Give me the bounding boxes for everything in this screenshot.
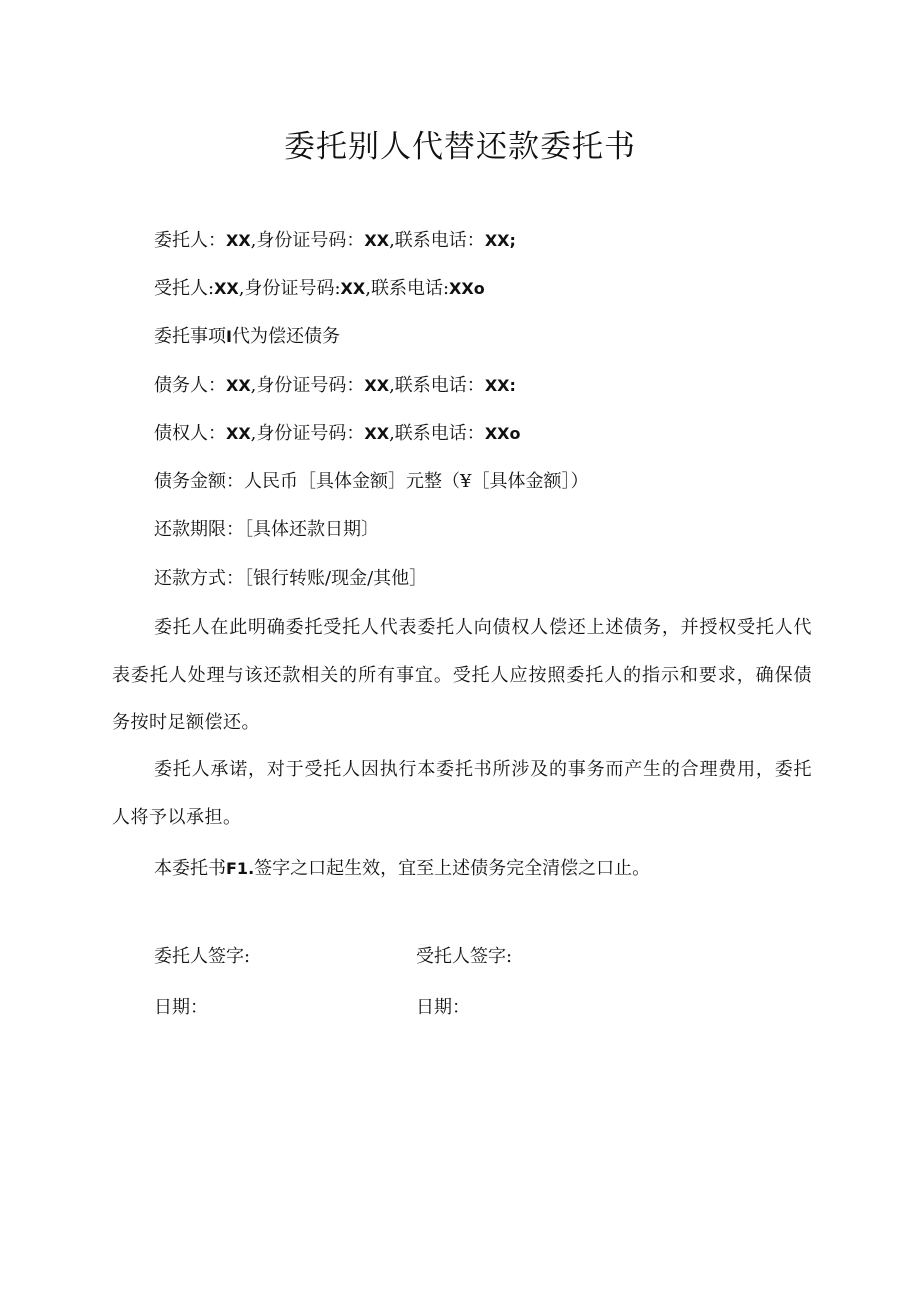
effective-mark: F1. [226, 859, 255, 878]
debtor-phone: XX: [484, 376, 516, 395]
debtor-name: XX [226, 376, 251, 395]
debtor-id: XX [364, 376, 390, 395]
method-line: 还款方式：［银行转账/现金/其他］ [154, 568, 428, 589]
creditor-name: XX [226, 424, 251, 443]
debtor-phone-label: ,联系电话： [389, 375, 485, 396]
agent-id: XX [340, 279, 366, 298]
effective-prefix: 本委托书 [154, 858, 226, 879]
agent-phone-label: ,联系电话: [365, 278, 450, 299]
debtor-line [154, 373, 516, 399]
matter-value: 代为偿还债务 [231, 326, 340, 347]
principal-label: 委托人： [154, 230, 226, 251]
effective-line [154, 856, 650, 882]
debtor-id-label: ,身份证号码： [250, 375, 365, 396]
creditor-id: XX [364, 424, 390, 443]
principal-name: XX [226, 231, 251, 250]
matter-separator: I [226, 327, 232, 346]
agent-id-label: ,身份证号码: [238, 278, 341, 299]
matter-line [154, 324, 340, 350]
creditor-phone-label: ,联系电话： [389, 423, 485, 444]
principal-line [154, 228, 516, 254]
agent-line [154, 276, 485, 302]
principal-phone: XX; [484, 231, 516, 250]
creditor-line [154, 421, 520, 447]
document-title: 委托别人代替还款委托书 [284, 129, 636, 165]
effective-suffix: 签字之口起生效，宜至上述债务完全清偿之口止。 [254, 858, 651, 879]
principal-id-label: ,身份证号码： [250, 230, 365, 251]
debtor-label: 债务人： [154, 375, 226, 396]
expense-paragraph: 委托人承诺，对于受托人因执行本委托书所涉及的事务而产生的合理费用，委托人将予以承担。 [112, 759, 812, 828]
principal-id: XX [364, 231, 390, 250]
amount-line: 债务金额：人民币［具体金额］元整（¥［具体金额］） [154, 471, 589, 492]
principal-signature-label: 委托人签字: [154, 946, 251, 967]
deadline-line: 还款期限：［具体还款日期〕 [154, 519, 379, 540]
agent-phone: XXo [449, 279, 485, 298]
creditor-phone: XXo [484, 424, 521, 443]
agent-date-label: 日期： [416, 997, 470, 1018]
principal-phone-label: ,联系电话： [389, 230, 485, 251]
agent-label: 受托人: [154, 278, 215, 299]
principal-date-label: 日期： [154, 997, 208, 1018]
authorization-paragraph: 委托人在此明确委托受托人代表委托人向债权人偿还上述债务，并授权受托人代表委托人处理与该还款相关的所有事宜。受托人应按照委托人的指示和要求，确保债务按时足额偿还。 [112, 617, 812, 733]
creditor-label: 债权人： [154, 423, 226, 444]
agent-signature-label: 受托人签字: [416, 946, 513, 967]
matter-label: 委托事项 [154, 326, 226, 347]
agent-name: XX [214, 279, 239, 298]
creditor-id-label: ,身份证号码： [250, 423, 365, 444]
